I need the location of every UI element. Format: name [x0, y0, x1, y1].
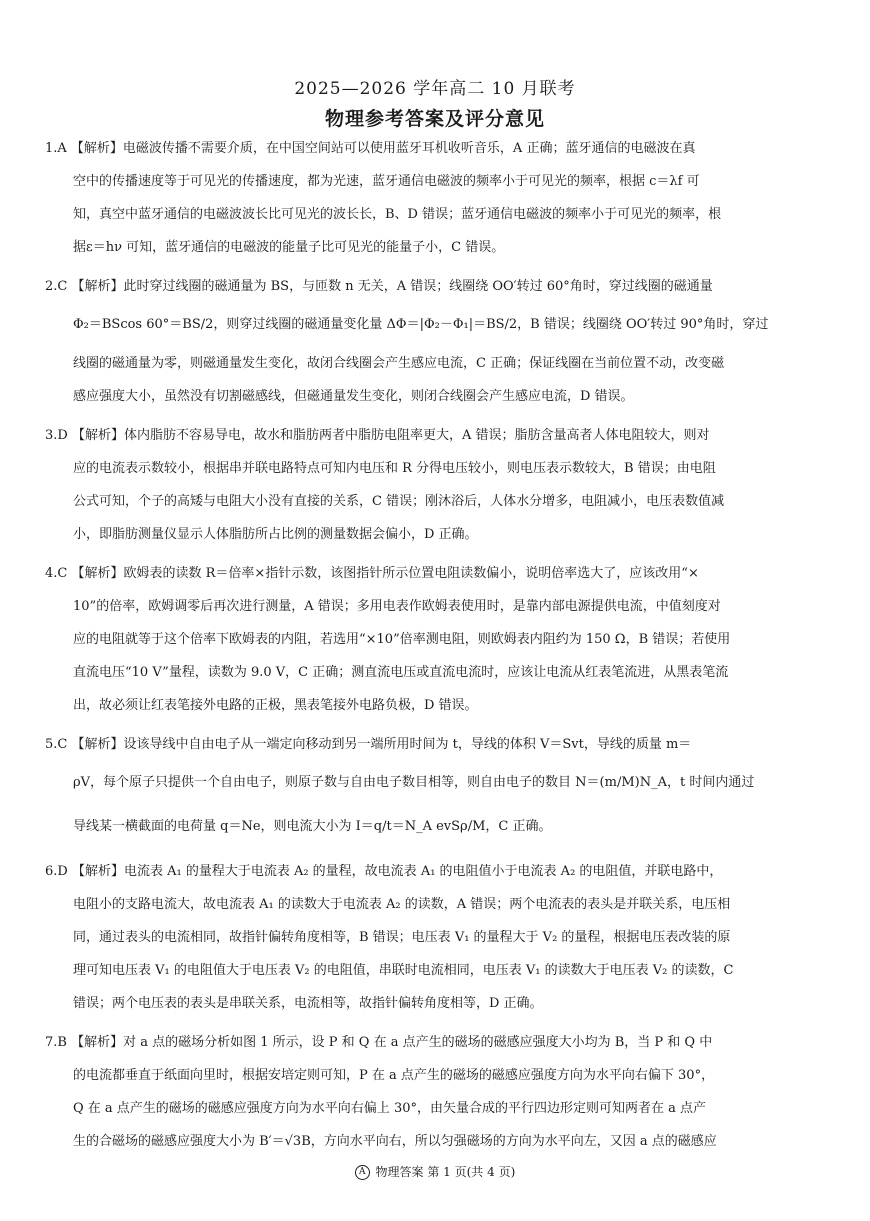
answer-line: 理可知电压表 V₁ 的电阻值大于电压表 V₂ 的电阻值，串联时电流相同，电压表 V₁ 的读数大于电压表 V₂ 的读数，C: [73, 963, 734, 978]
answer-line: 5.C 【解析】设该导线中自由电子从一端定向移动到另一端所用时间为 t，导线的体积 V＝Svt，导线的质量 m＝: [45, 737, 692, 752]
answer-item-1: [45, 132, 828, 264]
answer-line: 生的合磁场的磁感应强度大小为 B′＝√3B，方向水平向右，所以匀强磁场的方向为水平向左，又因 a 点的磁感应: [73, 1134, 717, 1149]
answer-line: 10”的倍率，欧姆调零后再次进行测量，A 错误；多用电表作欧姆表使用时，是靠内部电源提供电流，中值刻度对: [73, 599, 721, 614]
answer-item-5: [45, 728, 828, 849]
answer-list: [45, 132, 828, 1164]
answer-line: 公式可知，个子的高矮与电阻大小没有直接的关系，C 错误；刚沐浴后，人体水分增多，电阻减小，电压表数值减: [73, 494, 725, 509]
answer-line: 6.D 【解析】电流表 A₁ 的量程大于电流表 A₂ 的量程，故电流表 A₁ 的电阻值小于电流表 A₂ 的电阻值，并联电路中，: [45, 864, 723, 879]
answer-line: 7.B 【解析】对 a 点的磁场分析如图 1 所示，设 P 和 Q 在 a 点产生的磁场的磁感应强度大小均为 B，当 P 和 Q 中: [45, 1035, 713, 1050]
answer-line: 1.A 【解析】电磁波传播不需要介质，在中国空间站可以使用蓝牙耳机收听音乐，A 正确；蓝牙通信的电磁波在真: [45, 141, 696, 156]
answer-line: 2.C 【解析】此时穿过线圈的磁通量为 BS，与匝数 n 无关，A 错误；线圈绕 OO′转过 60°角时，穿过线圈的磁通量: [45, 279, 713, 294]
answer-item-4: [45, 557, 828, 722]
paper-version-badge: A: [355, 1165, 370, 1180]
answer-line: 空中的传播速度等于可见光的传播速度，都为光速，蓝牙通信电磁波的频率小于可见光的频率，根据 c＝λf 可: [73, 174, 700, 189]
answer-line: 据ε＝hν 可知，蓝牙通信的电磁波的能量子比可见光的能量子小，C 错误。: [73, 240, 505, 255]
answer-line: ρV，每个原子只提供一个自由电子，则原子数与自由电子数目相等，则自由电子的数目 N＝(m/M)N_A，t 时间内通过: [73, 775, 755, 790]
answer-item-6: [45, 855, 828, 1020]
answer-line: 的电流都垂直于纸面向里时，根据安培定则可知，P 在 a 点产生的磁场的磁感应强度方向为水平向右偏下 30°，: [73, 1068, 715, 1083]
answer-line: 错误；两个电压表的表头是串联关系，电流相等，故指针偏转角度相等，D 正确。: [73, 996, 543, 1011]
answer-line: 4.C 【解析】欧姆表的读数 R＝倍率×指针示数，该图指针所示位置电阻读数偏小，说明倍率选大了，应该改用“×: [45, 566, 699, 581]
document-subtitle: 物理参考答案及评分意见: [324, 108, 545, 130]
document-title: 2025—2026 学年高二 10 月联考: [294, 79, 576, 99]
answer-line: 知，真空中蓝牙通信的电磁波波长比可见光的波长长，B、D 错误；蓝牙通信电磁波的频率小于可见光的频率，根: [73, 207, 722, 222]
answer-item-3: [45, 419, 828, 551]
answer-line: 直流电压“10 V”量程，读数为 9.0 V，C 正确；测直流电压或直流电流时，应该让电流从红表笔流进，从黑表笔流: [73, 665, 729, 680]
answer-line: Q 在 a 点产生的磁场的磁感应强度方向为水平向右偏上 30°，由矢量合成的平行四边形定则可知两者在 a 点产: [73, 1101, 706, 1116]
answer-line: 电阻小的支路电流大，故电流表 A₁ 的读数大于电流表 A₂ 的读数，A 错误；两个电流表的表头是并联关系，电压相: [73, 897, 731, 912]
answer-line: 线圈的磁通量为零，则磁通量发生变化，故闭合线圈会产生感应电流，C 正确；保证线圈在当前位置不动，改变磁: [73, 356, 725, 371]
page-footer: [0, 1163, 870, 1180]
answer-line: 3.D 【解析】体内脂肪不容易导电，故水和脂肪两者中脂肪电阻率更大，A 错误；脂肪含量高者人体电阻较大，则对: [45, 428, 710, 443]
answer-line: 出，故必须让红表笔接外电路的正极，黑表笔接外电路负极，D 错误。: [73, 698, 478, 713]
answer-line: 应的电阻就等于这个倍率下欧姆表的内阻，若选用“×10”倍率测电阻，则欧姆表内阻约为 150 Ω，B 错误；若使用: [73, 632, 731, 647]
answer-line: 同，通过表头的电流相同，故指针偏转角度相等，B 错误；电压表 V₁ 的量程大于 V₂ 的量程，根据电压表改装的原: [73, 930, 731, 945]
answer-line: 小，即脂肪测量仪显示人体脂肪所占比例的测量数据会偏小，D 正确。: [73, 527, 478, 542]
page-number-text: 物理答案 第 1 页(共 4 页): [375, 1165, 516, 1179]
answer-line: 导线某一横截面的电荷量 q＝Ne，则电流大小为 I＝q/t＝N_A evSρ/M，C 正确。: [73, 819, 552, 834]
answer-line: 感应强度大小，虽然没有切割磁感线，但磁通量发生变化，则闭合线圈会产生感应电流，D 错误。: [73, 389, 634, 404]
answer-item-2: [45, 270, 828, 413]
answer-line: Φ₂＝BScos 60°＝BS/2，则穿过线圈的磁通量变化量 ΔΦ＝|Φ₂－Φ₁|＝BS/2，B 错误；线圈绕 OO′转过 90°角时，穿过: [73, 317, 769, 332]
answer-line: 应的电流表示数较小，根据串并联电路特点可知内电压和 R 分得电压较小，则电压表示数较大，B 错误；由电阻: [73, 461, 716, 476]
answer-item-7: [45, 1026, 828, 1158]
